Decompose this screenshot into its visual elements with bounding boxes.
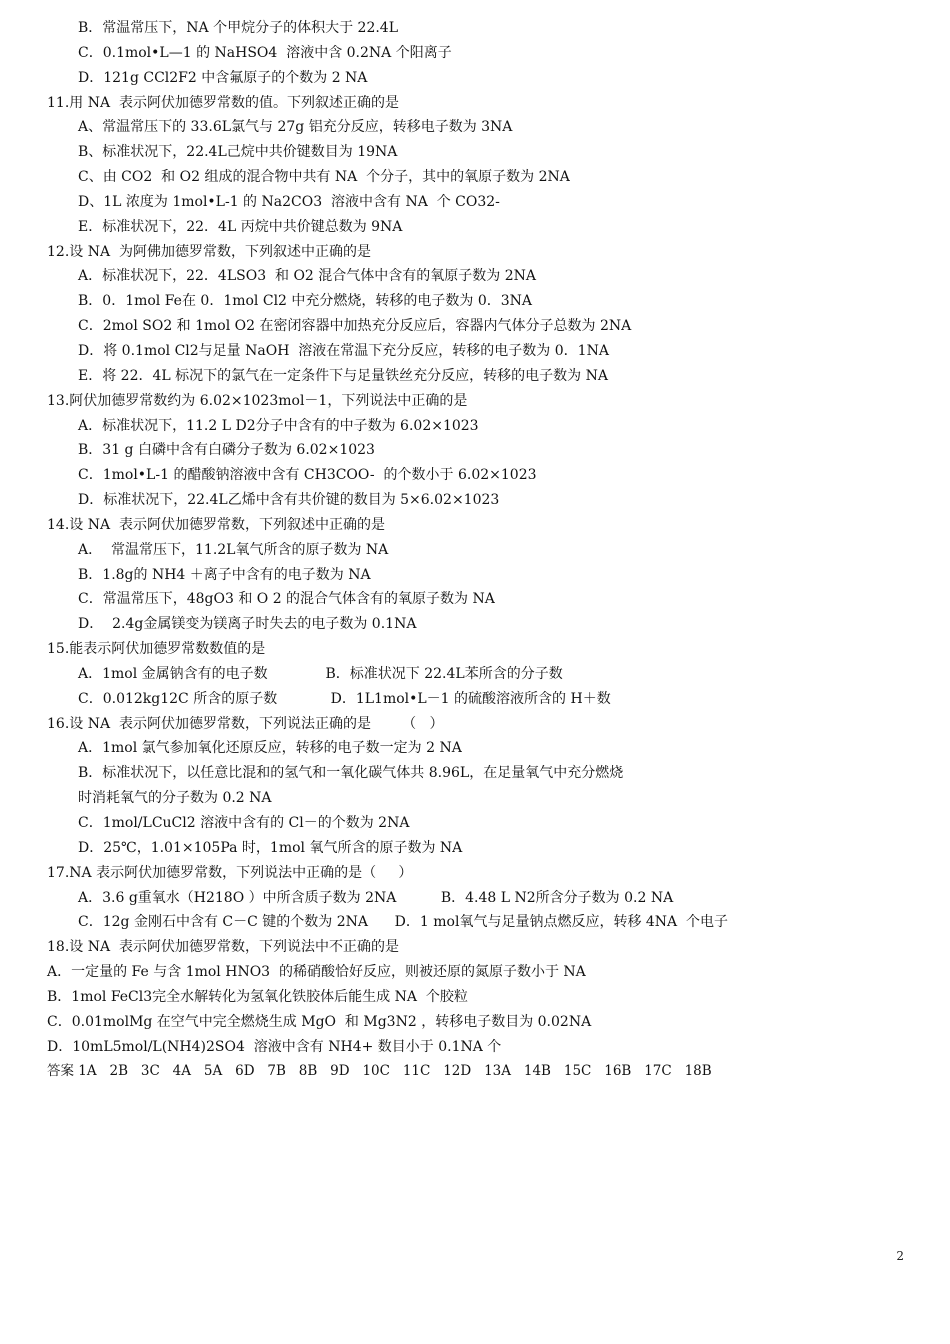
text-line: C．0.01molMg 在空气中完全燃烧生成 MgO 和 Mg3N2 ，转移电子数目为 0.02NA [47, 1013, 592, 1030]
text-line: D、1L 浓度为 1mol•L-1 的 Na2CO3 溶液中含有 NA 个 CO32- [78, 193, 500, 210]
text-line: E．标准状况下，22．4L 丙烷中共价键总数为 9NA [78, 218, 403, 235]
text-line: D．10mL5mol/L(NH4)2SO4 溶液中含有 NH4+ 数目小于 0.1NA 个 [47, 1038, 502, 1055]
text-line: B．标准状况下，以任意比混和的氢气和一氧化碳气体共 8.96L，在足量氧气中充分燃烧 [78, 765, 624, 782]
text-line: B．31 g 白磷中含有白磷分子数为 6.02×1023 [78, 442, 375, 459]
text-line: C．1mol•L-1 的醋酸钠溶液中含有 CH3COO- 的个数小于 6.02×1023 [78, 467, 537, 484]
text-line: A．标准状况下，22．4LSO3 和 O2 混合气体中含有的氧原子数为 2NA [78, 268, 537, 285]
answer-key: 答案 1A 2B 3C 4A 5A 6D 7B 8B 9D 10C 11C 12D 13A 14B 15C 16B 17C 18B [47, 1063, 712, 1080]
question-text-block [0, 16, 950, 1084]
text-line: A、常温常压下的 33.6L氯气与 27g 铝充分反应，转移电子数为 3NA [78, 119, 513, 136]
text-line: B．1.8g的 NH4 ＋离子中含有的电子数为 NA [78, 566, 371, 583]
text-line: 时消耗氧气的分子数为 0.2 NA [78, 790, 272, 807]
text-line: D． 2.4g金属镁变为镁离子时失去的电子数为 0.1NA [78, 616, 417, 633]
text-line: A．标准状况下，11.2 L D2分子中含有的中子数为 6.02×1023 [78, 417, 479, 434]
text-line: B．0．1mol Fe在 0．1mol Cl2 中充分燃烧，转移的电子数为 0．3NA [78, 293, 533, 310]
text-line: A．3.6 g重氧水（H218O ）中所含质子数为 2NA B．4.48 L N2所含分子数为 0.2 NA [78, 889, 674, 906]
text-line: C．12g 金刚石中含有 C－C 键的个数为 2NA D．1 mol氧气与足量钠点燃反应，转移 4NA 个电子 [78, 914, 729, 931]
text-line: C．2mol SO2 和 1mol O2 在密闭容器中加热充分反应后，容器内气体分子总数为 2NA [78, 318, 632, 335]
text-line: 12.设 NA 为阿佛加德罗常数，下列叙述中正确的是 [47, 243, 371, 260]
text-line: B．1mol FeCl3完全水解转化为氢氧化铁胶体后能生成 NA 个胶粒 [47, 988, 468, 1005]
text-line: D．25℃，1.01×105Pa 时，1mol 氧气所含的原子数为 NA [78, 839, 463, 856]
text-line: 16.设 NA 表示阿伏加德罗常数，下列说法正确的是 （ ） [47, 715, 444, 732]
text-line: C．0.012kg12C 所含的原子数 D．1L1mol•L－1 的硫酸溶液所含的 H＋数 [78, 690, 611, 707]
text-line: C．常温常压下，48gO3 和 O 2 的混合气体含有的氧原子数为 NA [78, 591, 495, 608]
text-line: 13.阿伏加德罗常数约为 6.02×1023mol－1，下列说法中正确的是 [47, 392, 468, 409]
text-line: B、标准状况下，22.4L己烷中共价键数目为 19NA [78, 144, 398, 161]
text-line: 18.设 NA 表示阿伏加德罗常数，下列说法中不正确的是 [47, 939, 399, 956]
text-line: A．1mol 金属钠含有的电子数 B．标准状况下 22.4L苯所含的分子数 [78, 665, 563, 682]
text-line: 14.设 NA 表示阿伏加德罗常数，下列叙述中正确的是 [47, 516, 385, 533]
text-line: E．将 22．4L 标况下的氯气在一定条件下与足量铁丝充分反应，转移的电子数为 NA [78, 367, 608, 384]
text-line: C、由 CO2 和 O2 组成的混合物中共有 NA 个分子，其中的氧原子数为 2NA [78, 169, 570, 186]
text-line: C．0.1mol•L—1 的 NaHSO4 溶液中含 0.2NA 个阳离子 [78, 44, 452, 61]
text-line: 17.NA 表示阿伏加德罗常数，下列说法中正确的是（ ） [47, 864, 413, 881]
text-line: D．标准状况下，22.4L乙烯中含有共价键的数目为 5×6.02×1023 [78, 492, 500, 509]
text-line: B．常温常压下，NA 个甲烷分子的体积大于 22.4L [78, 20, 399, 36]
text-line: A．1mol 氯气参加氧化还原反应，转移的电子数一定为 2 NA [78, 740, 462, 757]
text-line: 11.用 NA 表示阿伏加德罗常数的值。下列叙述正确的是 [47, 94, 399, 111]
page-number: 2 [896, 1249, 904, 1263]
text-line: C．1mol/LCuCl2 溶液中含有的 Cl－的个数为 2NA [78, 815, 410, 831]
text-line: D．将 0.1mol Cl2与足量 NaOH 溶液在常温下充分反应，转移的电子数为 0．1NA [78, 342, 609, 359]
text-line: 15.能表示阿伏加德罗常数数值的是 [47, 641, 266, 658]
text-line: A． 常温常压下，11.2L氧气所含的原子数为 NA [78, 541, 389, 558]
text-line: D．121g CCl2F2 中含氟原子的个数为 2 NA [78, 69, 368, 86]
text-line: A．一定量的 Fe 与含 1mol HNO3 的稀硝酸恰好反应，则被还原的氮原子数小于 NA [47, 964, 586, 981]
